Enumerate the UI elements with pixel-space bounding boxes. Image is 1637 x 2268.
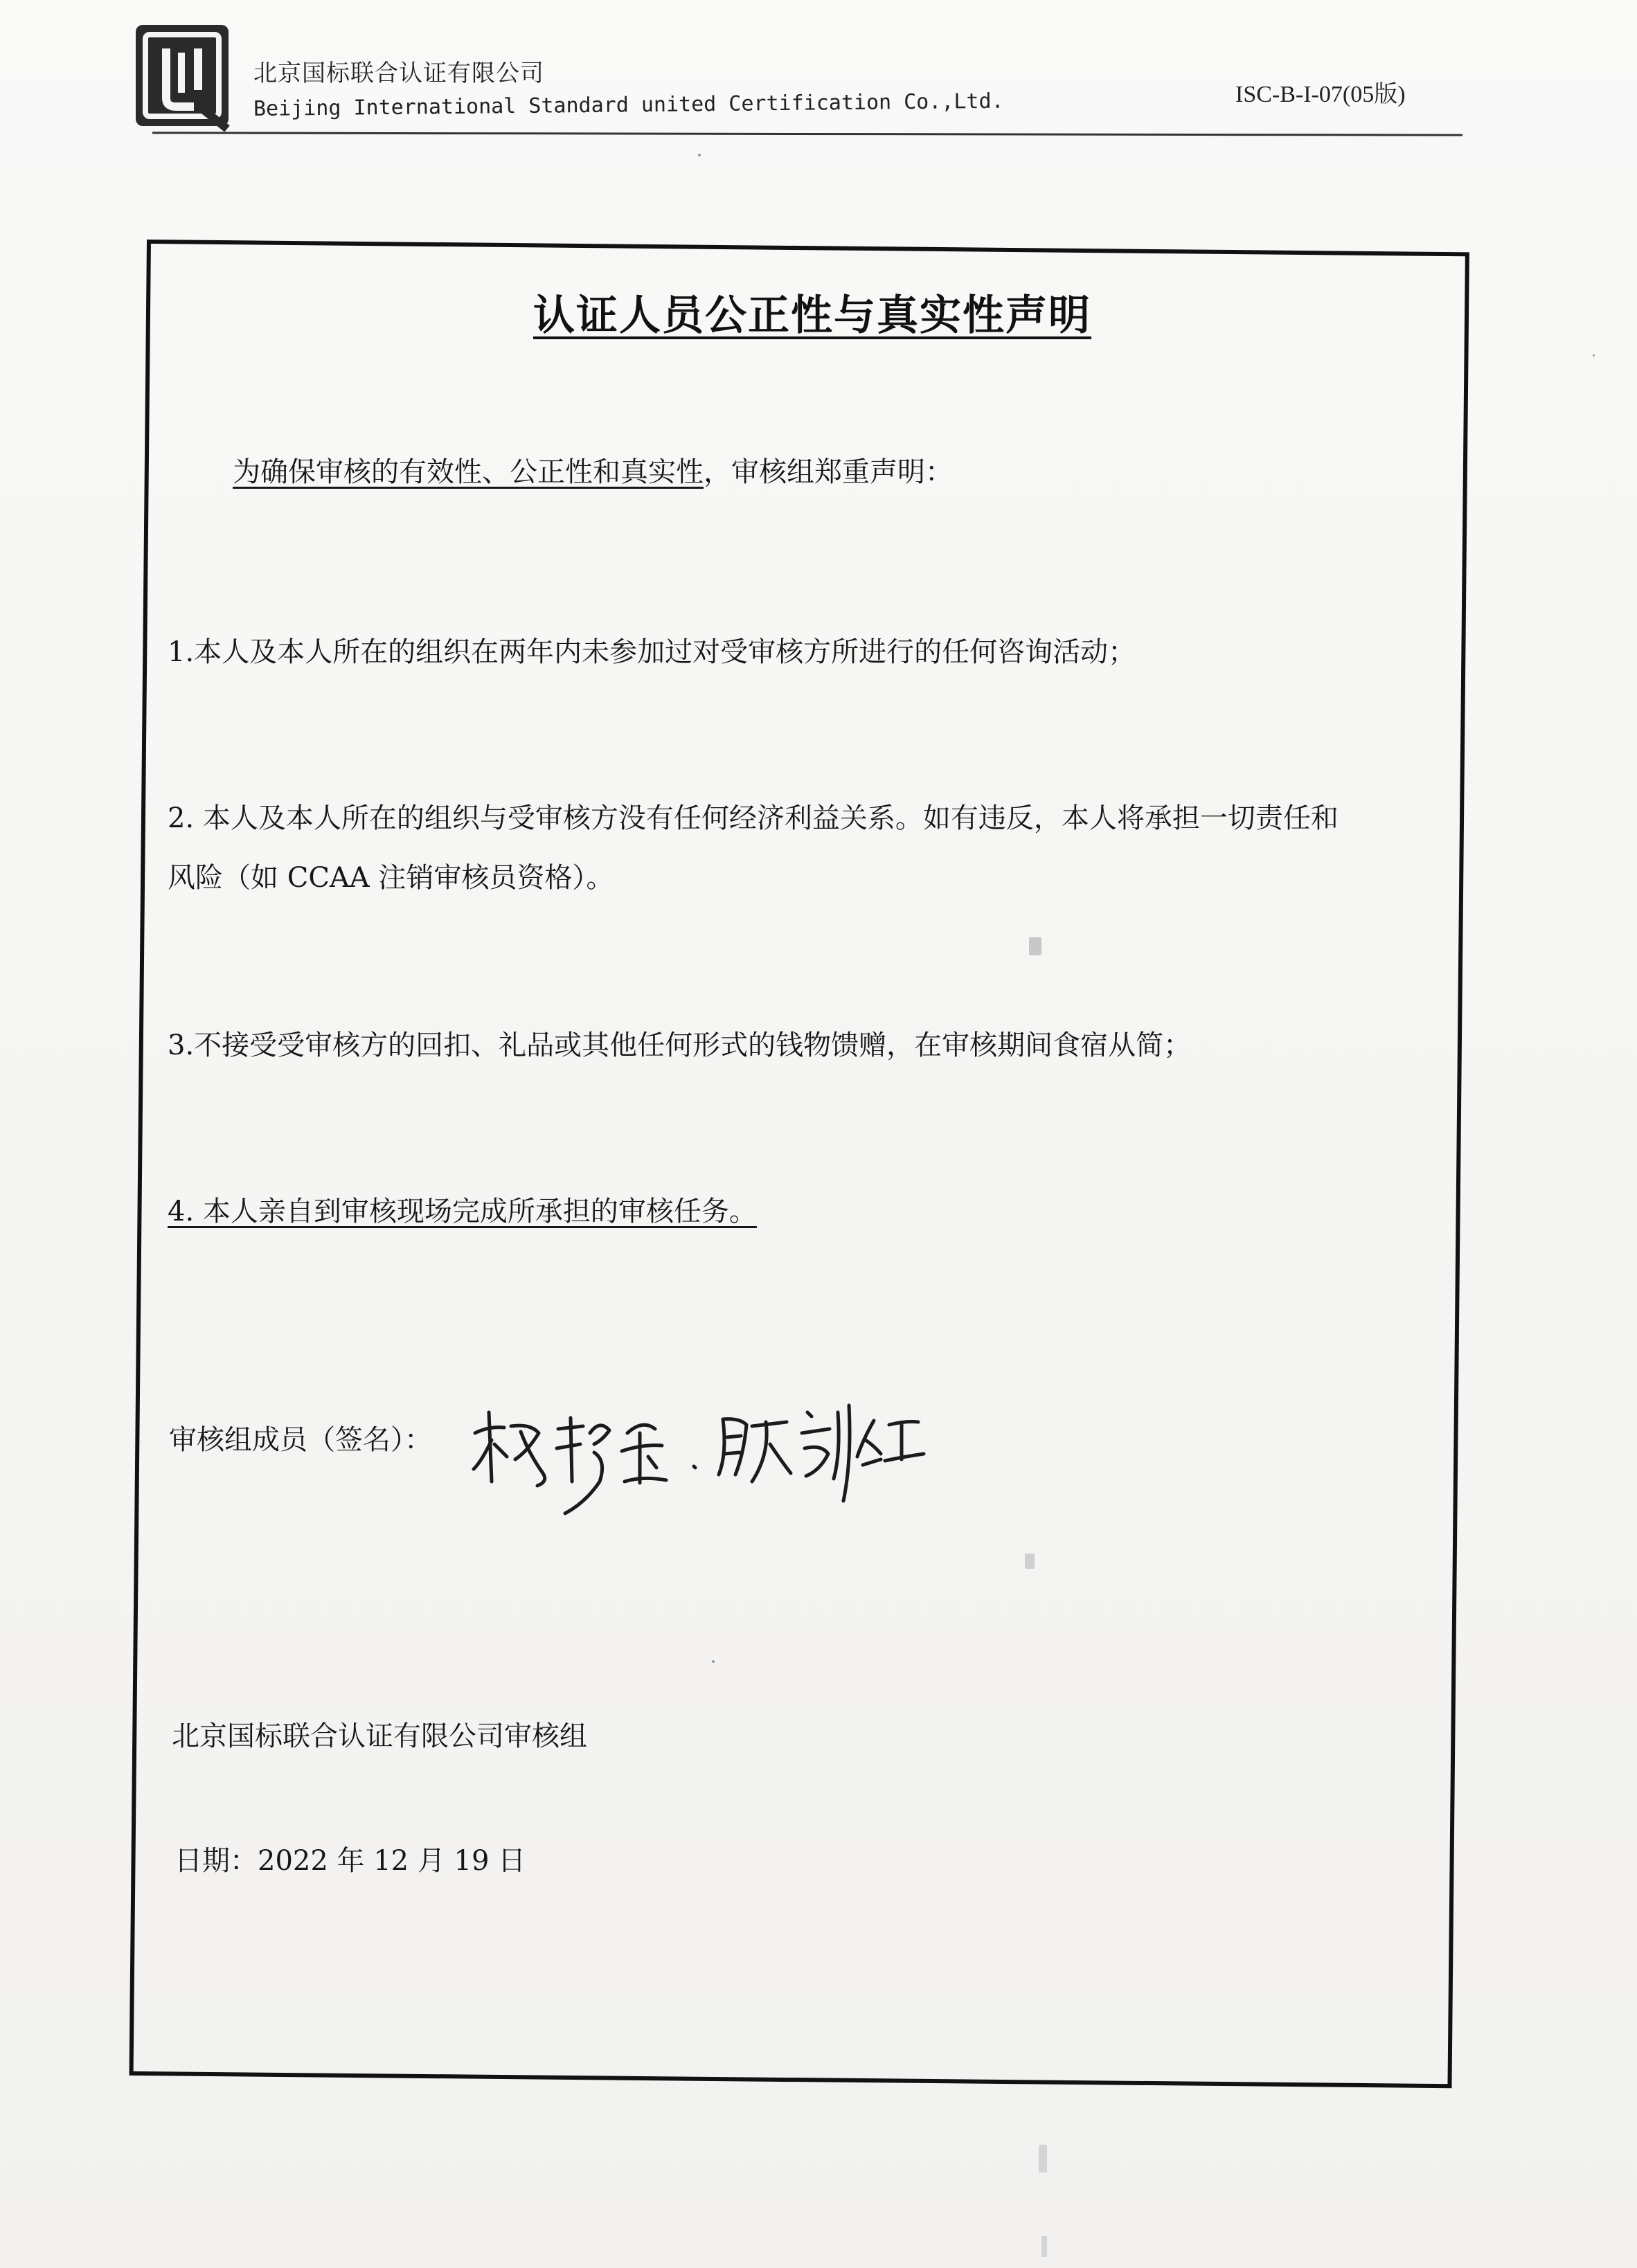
company-name-cn: 北京国标联合认证有限公司: [253, 60, 544, 87]
intro-rest: ，审核组郑重声明：: [704, 456, 953, 488]
form-code: ISC-B-I-07(05版): [1235, 82, 1406, 107]
paper-speck: [698, 154, 701, 156]
company-name-en: Beijing International Standard united Certification Co.,Ltd.: [253, 89, 1004, 121]
paper-speck: [1593, 354, 1595, 357]
declaration-item-4: 4. 本人亲自到审核现场完成所承担的审核任务。: [168, 1196, 757, 1227]
declaration-item-2-continued: 风险（如 CCAA 注销审核员资格）。: [168, 862, 614, 894]
declaration-date: 日期：2022 年 12 月 19 日: [175, 1845, 526, 1877]
company-logo: [130, 21, 234, 132]
paper-speck: [712, 1660, 715, 1663]
intro-underlined: 为确保审核的有效性、公正性和真实性: [233, 456, 704, 488]
paper-speck: [1025, 1554, 1035, 1569]
declaration-item-3: 3.不接受受审核方的回扣、礼品或其他任何形式的钱物馈赠，在审核期间食宿从简；: [168, 1029, 1192, 1061]
handwritten-signature: [461, 1385, 946, 1523]
paper-speck: [1029, 937, 1041, 955]
intro-statement: [233, 450, 953, 489]
signature-label: 审核组成员（签名）：: [169, 1424, 432, 1456]
header-divider: [152, 132, 1462, 136]
document-title: 认证人员公正性与真实性声明: [533, 291, 1091, 340]
declaration-item-1: 1.本人及本人所在的组织在两年内未参加过对受审核方所进行的任何咨询活动；: [168, 636, 1136, 668]
paper-speck: [1039, 2145, 1047, 2172]
paper-speck: [1041, 2236, 1047, 2257]
document-frame: [129, 240, 1469, 2088]
declaration-item-2: 2. 本人及本人所在的组织与受审核方没有任何经济利益关系。如有违反，本人将承担一切责任和: [168, 802, 1339, 834]
auditing-organization: 北京国标联合认证有限公司审核组: [172, 1720, 587, 1752]
